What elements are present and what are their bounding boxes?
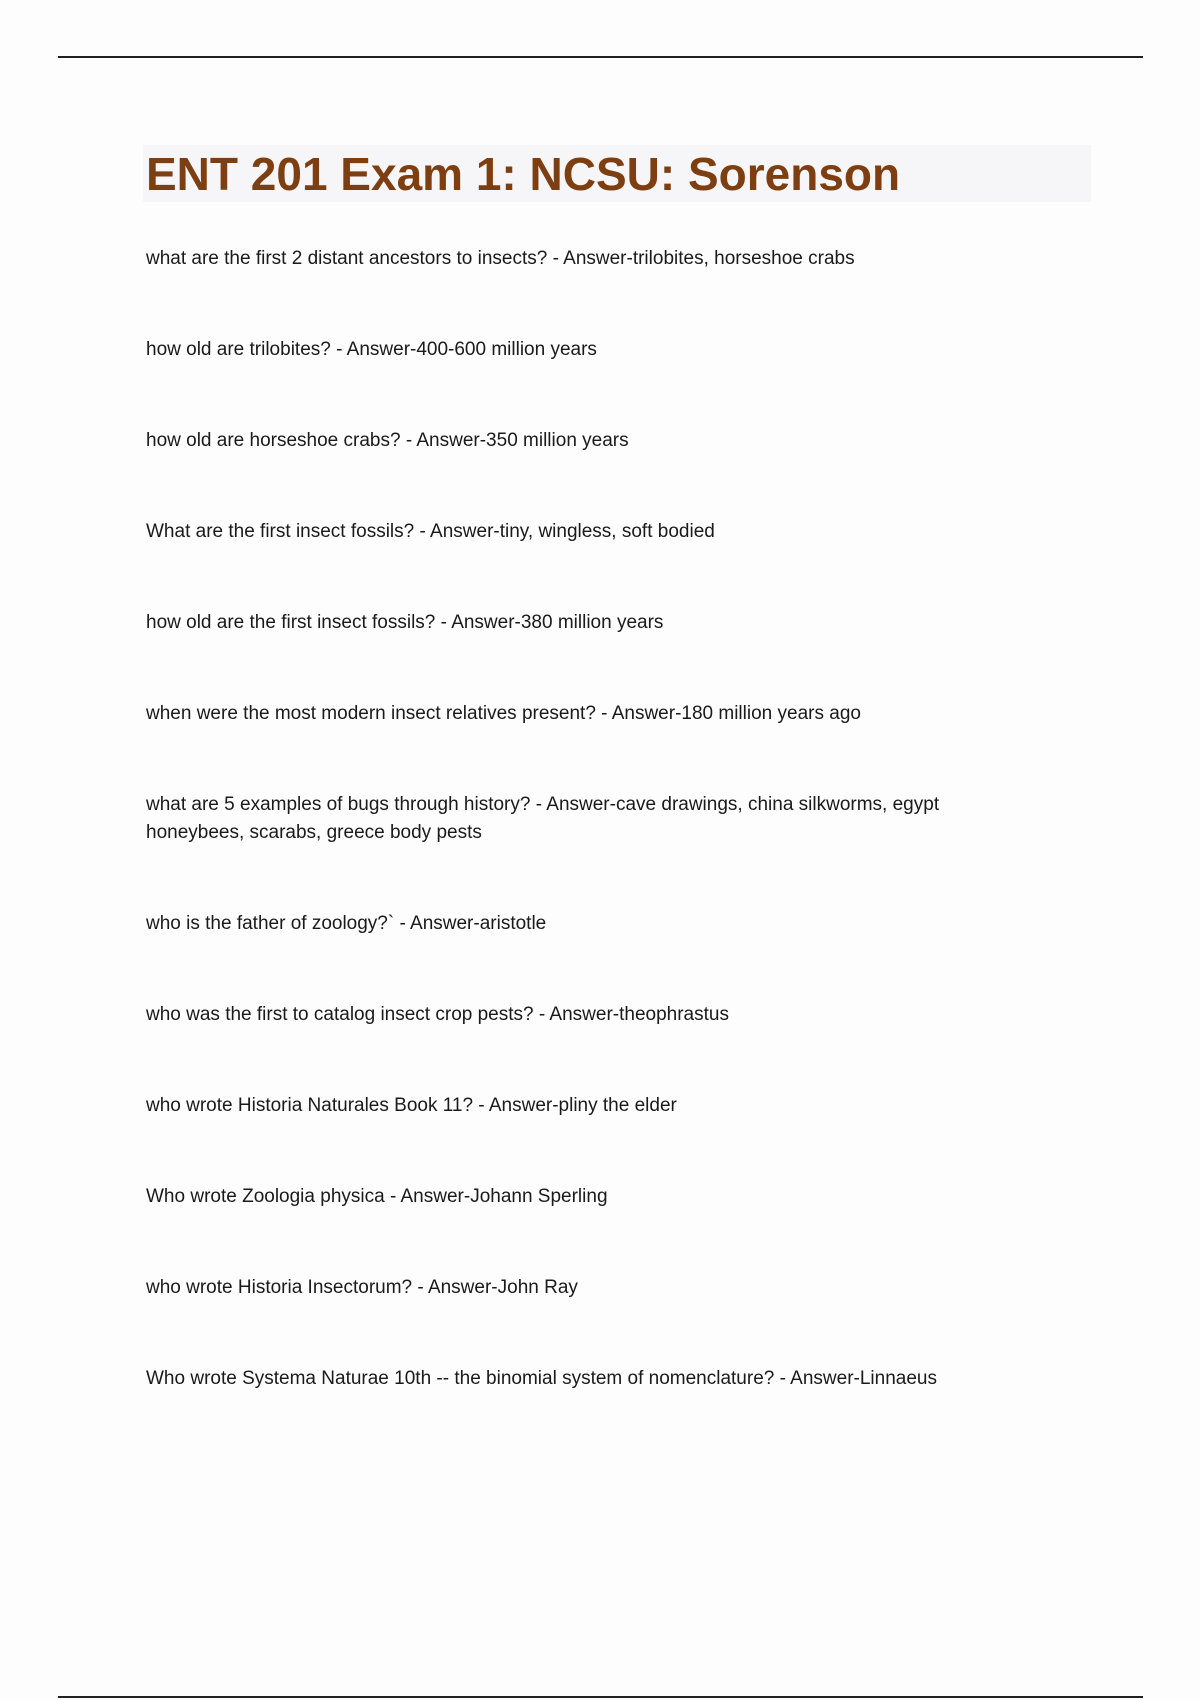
qa-item: what are the first 2 distant ancestors to insects? - Answer-trilobites, horseshoe crabs bbox=[146, 248, 855, 269]
qa-item: how old are the first insect fossils? - Answer-380 million years bbox=[146, 612, 664, 633]
qa-item: who is the father of zoology?` - Answer-aristotle bbox=[146, 913, 547, 934]
qa-item: who wrote Historia Insectorum? - Answer-John Ray bbox=[146, 1277, 578, 1298]
qa-item: Who wrote Systema Naturae 10th -- the binomial system of nomenclature? - Answer-Linnaeus bbox=[146, 1368, 937, 1389]
qa-item: who wrote Historia Naturales Book 11? - Answer-pliny the elder bbox=[146, 1095, 677, 1116]
qa-item: Who wrote Zoologia physica - Answer-Johann Sperling bbox=[146, 1186, 608, 1207]
qa-item: how old are trilobites? - Answer-400-600 million years bbox=[146, 339, 597, 360]
qa-item: how old are horseshoe crabs? - Answer-350 million years bbox=[146, 430, 629, 451]
top-rule bbox=[58, 56, 1143, 58]
qa-item: when were the most modern insect relatives present? - Answer-180 million years ago bbox=[146, 703, 861, 724]
qa-item: what are 5 examples of bugs through history? - Answer-cave drawings, china silkworms, egypt honeybees, scarabs, greece body pests bbox=[146, 794, 940, 843]
qa-item: who was the first to catalog insect crop pests? - Answer-theophrastus bbox=[146, 1004, 729, 1025]
bottom-rule bbox=[58, 1696, 1143, 1698]
qa-item: What are the first insect fossils? - Answer-tiny, wingless, soft bodied bbox=[146, 521, 715, 542]
document-title: ENT 201 Exam 1: NCSU: Sorenson bbox=[146, 148, 901, 200]
